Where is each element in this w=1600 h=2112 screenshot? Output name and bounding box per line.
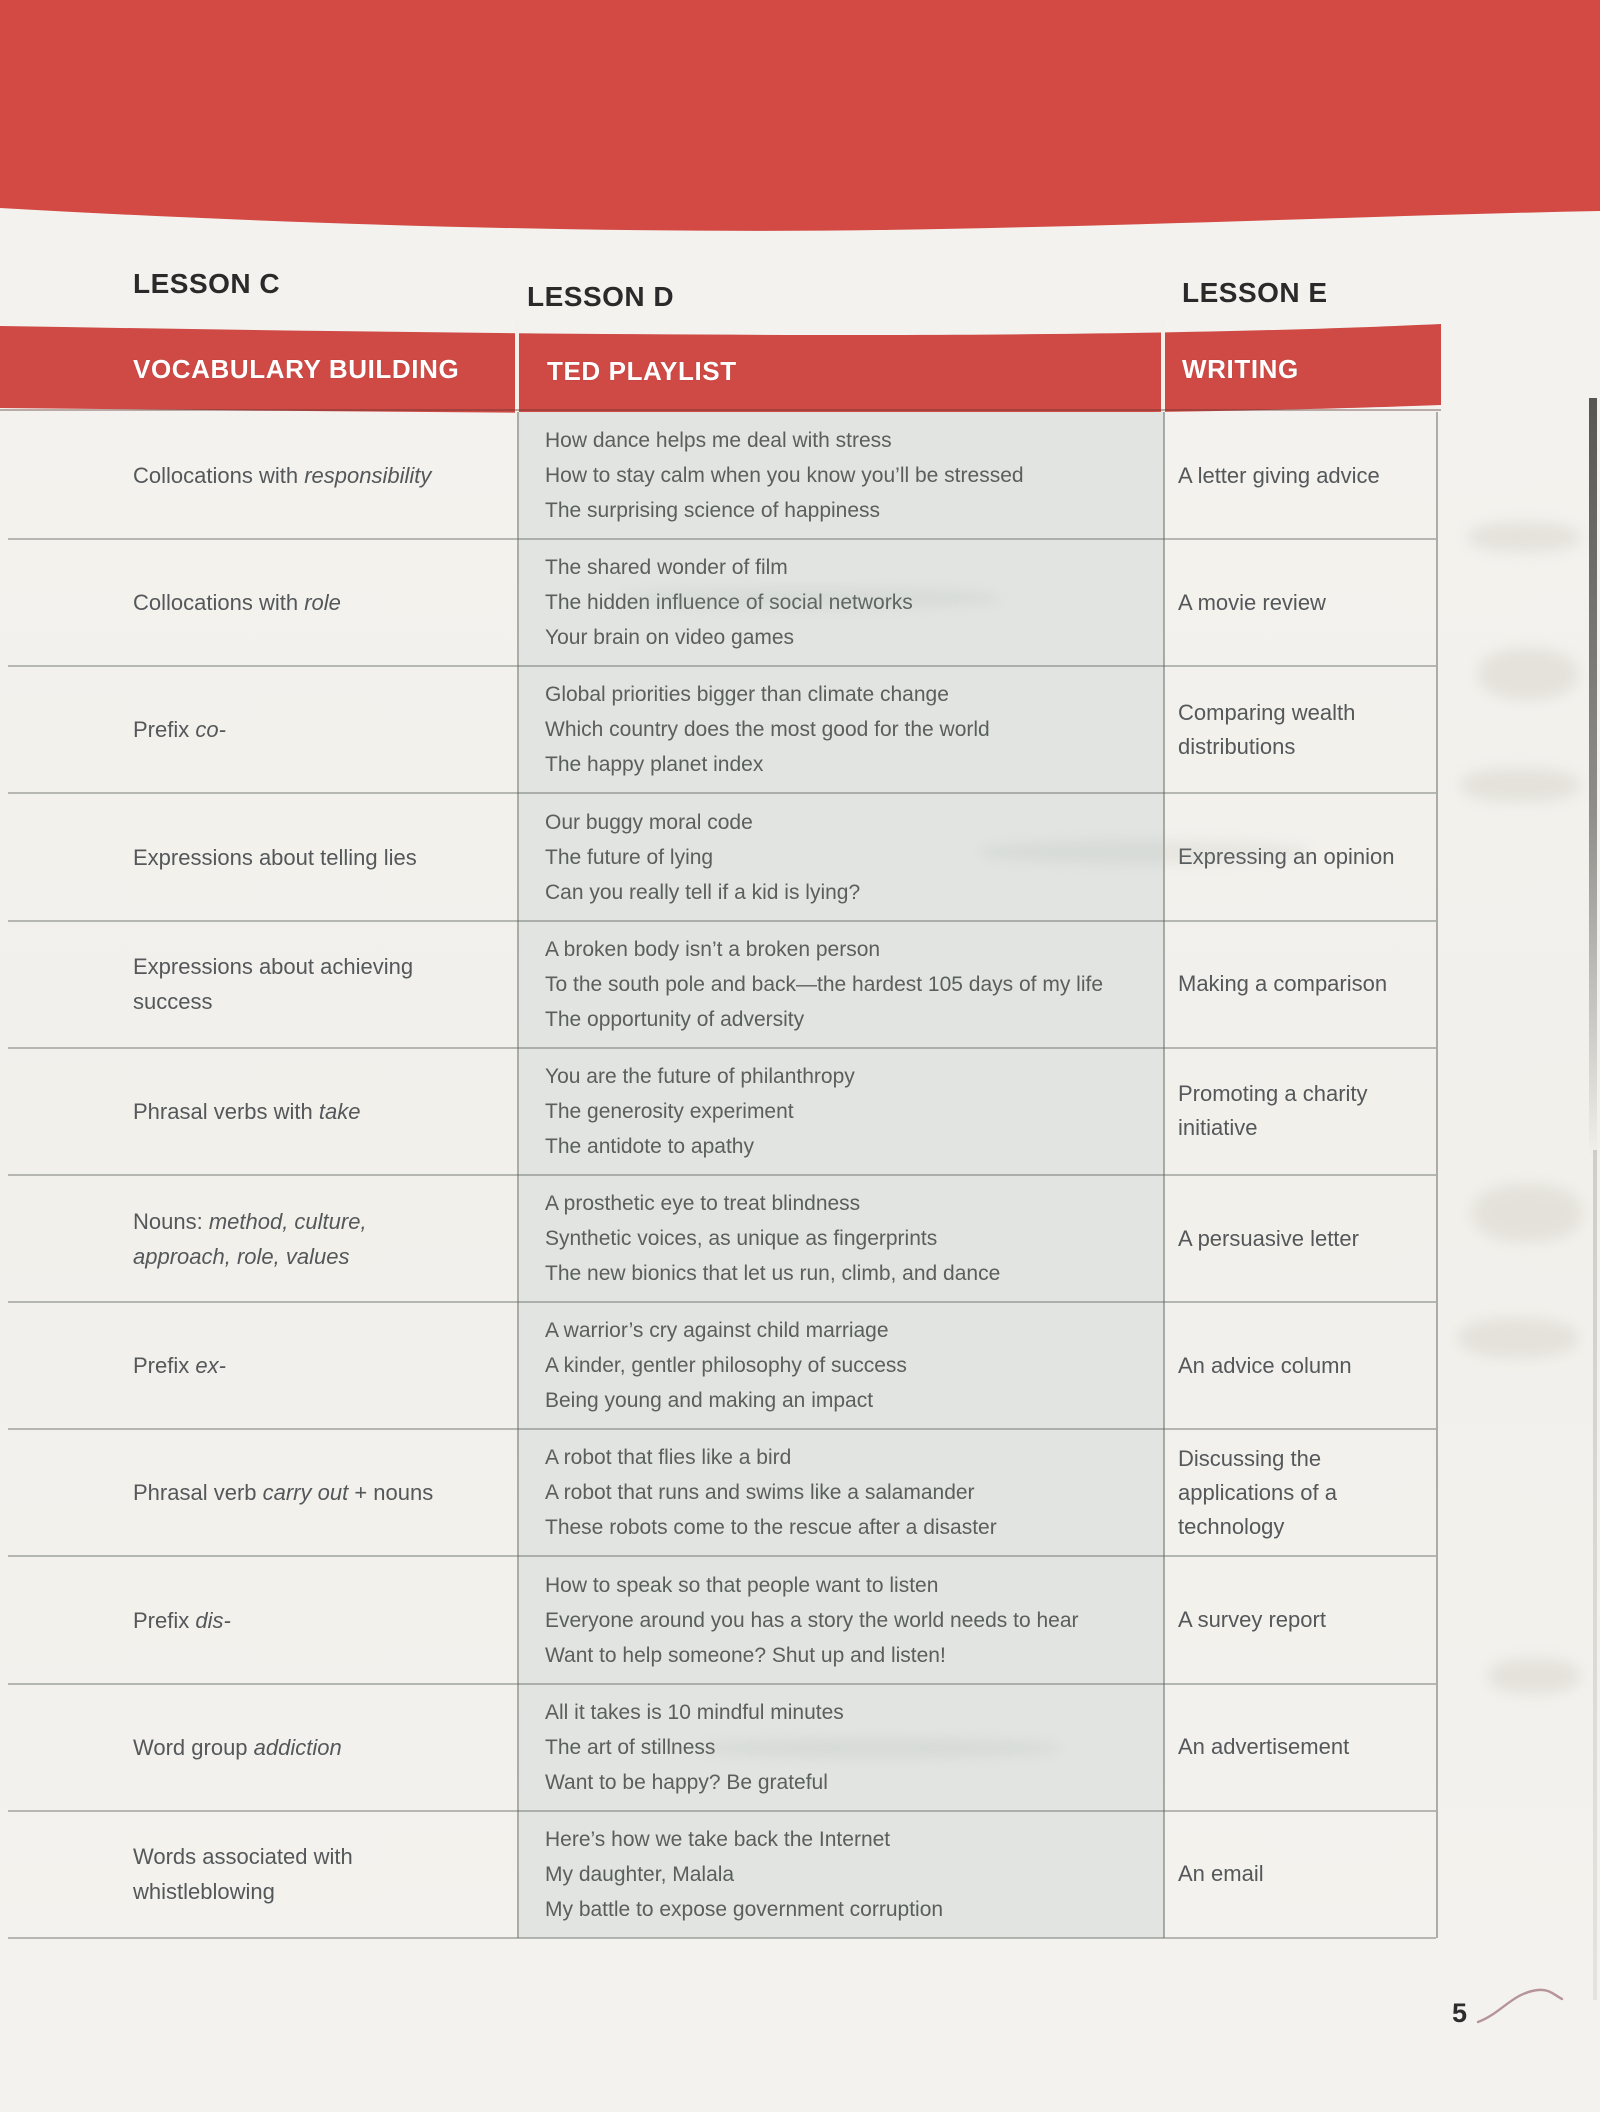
vocabulary-cell <box>133 794 519 921</box>
vocabulary-building-header: VOCABULARY BUILDING <box>133 353 460 384</box>
ted-talk-title: Everyone around you has a story the world needs to hear <box>545 1608 1079 1632</box>
table-row <box>0 921 1438 1048</box>
writing-text: Discussing the <box>1178 1445 1322 1471</box>
vocabulary-text: Collocations with <box>133 590 305 616</box>
ted-talk-title: Can you really tell if a kid is lying? <box>545 880 861 904</box>
table-row <box>0 666 1438 793</box>
ted-playlist-cell <box>545 666 1163 793</box>
ted-talk-title: To the south pole and back—the hardest 105 days of my life <box>545 972 1104 996</box>
writing-text: Comparing wealth <box>1178 699 1356 725</box>
lesson-d-label: LESSON D <box>527 281 675 312</box>
scan-smudge <box>1460 768 1580 802</box>
table-row <box>0 412 1438 539</box>
vocabulary-text: Expressions about achieving <box>133 954 414 980</box>
page-number: 5 <box>1452 1998 1468 2028</box>
writing-header: WRITING <box>1182 353 1299 384</box>
ted-talk-title: How to stay calm when you know you’ll be stressed <box>545 464 1024 488</box>
vocabulary-text: Prefix <box>133 717 196 743</box>
ted-talk-title: A prosthetic eye to treat blindness <box>545 1192 861 1216</box>
ted-talk-title: Here’s how we take back the Internet <box>545 1827 891 1851</box>
row-divider <box>8 1937 1436 1939</box>
writing-text: Making a comparison <box>1178 971 1388 997</box>
vocabulary-text: carry out <box>262 1480 349 1506</box>
scan-smudge <box>700 1738 1060 1758</box>
vocabulary-text: method, culture, <box>208 1208 367 1234</box>
ted-playlist-cell <box>545 1175 1163 1302</box>
ted-talk-title: How dance helps me deal with stress <box>545 429 892 453</box>
vocabulary-cell <box>133 921 519 1048</box>
writing-text: An email <box>1178 1861 1264 1887</box>
vocabulary-cell <box>133 666 519 793</box>
table-row <box>0 1175 1438 1302</box>
vocabulary-text: approach, role, values <box>133 1243 350 1269</box>
lesson-c-label: LESSON C <box>133 268 281 299</box>
vocabulary-text: addiction <box>253 1734 342 1760</box>
vocabulary-cell <box>133 1684 519 1811</box>
vocabulary-cell <box>133 1429 519 1556</box>
ted-talk-title: Being young and making an impact <box>545 1389 874 1413</box>
vocabulary-text: Prefix <box>133 1607 196 1633</box>
scan-smudge <box>1488 1658 1580 1694</box>
vocabulary-text: dis- <box>195 1607 231 1633</box>
vocabulary-text: Nouns: <box>133 1208 209 1234</box>
ted-talk-title: Our buggy moral code <box>545 810 753 834</box>
writing-text: Promoting a charity <box>1178 1081 1368 1107</box>
writing-cell <box>1178 539 1430 666</box>
writing-cell <box>1178 1811 1430 1938</box>
vocabulary-cell <box>133 1302 519 1429</box>
table-row <box>0 1429 1438 1556</box>
scan-smudge <box>1458 1318 1578 1358</box>
writing-cell <box>1178 412 1430 539</box>
page-edge-shadow <box>1589 398 1597 1158</box>
lesson-e-label: LESSON E <box>1182 277 1328 308</box>
vocabulary-cell <box>133 1811 519 1938</box>
scan-smudge <box>980 840 1310 864</box>
page-edge-shadow <box>1593 1150 1597 2000</box>
vocabulary-text: Phrasal verbs with <box>133 1098 319 1124</box>
ted-talk-title: The new bionics that let us run, climb, and dance <box>545 1262 1001 1286</box>
ted-playlist-cell <box>545 1048 1163 1175</box>
writing-text: distributions <box>1178 733 1296 759</box>
ted-playlist-cell <box>545 1302 1163 1429</box>
vocabulary-text: Expressions about telling lies <box>133 844 417 870</box>
ted-talk-title: Want to help someone? Shut up and listen! <box>545 1643 946 1667</box>
ted-talk-title: A kinder, gentler philosophy of success <box>545 1354 907 1378</box>
vocabulary-text: Phrasal verb <box>133 1480 263 1506</box>
ted-talk-title: The hidden influence of social networks <box>545 591 913 615</box>
ted-talk-title: A robot that runs and swims like a salamander <box>545 1481 975 1505</box>
writing-text: technology <box>1178 1513 1285 1539</box>
ted-talk-title: The future of lying <box>545 845 714 869</box>
ted-talk-title: Want to be happy? Be grateful <box>545 1770 828 1794</box>
writing-text: Expressing an opinion <box>1178 844 1395 870</box>
ted-talk-title: How to speak so that people want to listen <box>545 1573 939 1597</box>
swoosh-mark <box>1470 1975 1580 2035</box>
ted-talk-title: The art of stillness <box>545 1735 716 1759</box>
writing-text: initiative <box>1178 1115 1258 1141</box>
ted-playlist-cell <box>545 1557 1163 1684</box>
ted-talk-title: The happy planet index <box>545 753 764 777</box>
scan-smudge <box>620 588 1000 608</box>
writing-cell <box>1178 1557 1430 1684</box>
vocabulary-text: responsibility <box>304 463 432 489</box>
writing-text: A movie review <box>1178 589 1326 615</box>
writing-cell <box>1178 1175 1430 1302</box>
ted-talk-title: Global priorities bigger than climate change <box>545 683 949 707</box>
writing-text: An advice column <box>1178 1352 1352 1378</box>
ted-talk-title: My daughter, Malala <box>545 1862 735 1886</box>
vocabulary-cell <box>133 539 519 666</box>
vocabulary-text: whistleblowing <box>133 1879 275 1905</box>
writing-text: An advertisement <box>1178 1734 1350 1760</box>
ted-talk-title: A robot that flies like a bird <box>545 1446 792 1470</box>
ted-playlist-cell <box>545 1811 1163 1938</box>
writing-cell <box>1178 921 1430 1048</box>
ted-talk-title: Synthetic voices, as unique as fingerprints <box>545 1227 938 1251</box>
vocabulary-cell <box>133 1048 519 1175</box>
table-row <box>0 1302 1438 1429</box>
vocabulary-text: ex- <box>195 1353 226 1379</box>
ted-playlist-cell <box>545 1429 1163 1556</box>
ted-playlist-header: TED PLAYLIST <box>547 355 737 386</box>
writing-text: applications of a <box>1178 1479 1337 1505</box>
writing-text: A survey report <box>1178 1607 1326 1633</box>
table-row <box>0 1048 1438 1175</box>
vocabulary-text: + nouns <box>348 1480 434 1506</box>
vocabulary-text: Words associated with <box>133 1844 353 1870</box>
ted-talk-title: A warrior’s cry against child marriage <box>545 1319 889 1343</box>
ted-talk-title: Your brain on video games <box>545 626 795 650</box>
vocabulary-cell <box>133 412 519 539</box>
ted-talk-title: These robots come to the rescue after a disaster <box>545 1516 997 1540</box>
vocabulary-cell <box>133 1175 519 1302</box>
writing-cell <box>1178 666 1430 793</box>
ted-talk-title: The shared wonder of film <box>545 556 788 580</box>
writing-text: A persuasive letter <box>1178 1225 1359 1251</box>
writing-cell <box>1178 1048 1430 1175</box>
scan-smudge <box>1468 522 1580 552</box>
writing-cell <box>1178 1302 1430 1429</box>
ted-playlist-cell <box>545 921 1163 1048</box>
ted-talk-title: All it takes is 10 mindful minutes <box>545 1700 844 1724</box>
ted-talk-title: The surprising science of happiness <box>545 499 881 523</box>
ted-talk-title: My battle to expose government corruption <box>545 1897 944 1921</box>
table-row <box>0 1811 1438 1938</box>
ted-talk-title: The generosity experiment <box>545 1099 794 1123</box>
writing-cell <box>1178 1684 1430 1811</box>
table-row <box>0 1557 1438 1684</box>
vocabulary-text: take <box>318 1098 361 1124</box>
vocabulary-text: co- <box>195 717 226 743</box>
ted-talk-title: The opportunity of adversity <box>545 1007 805 1031</box>
ted-talk-title: The antidote to apathy <box>545 1134 754 1158</box>
vocabulary-cell <box>133 1557 519 1684</box>
writing-text: A letter giving advice <box>1178 462 1380 488</box>
ted-playlist-cell <box>545 412 1163 539</box>
vocabulary-text: success <box>133 989 213 1015</box>
vocabulary-text: Collocations with <box>133 463 305 489</box>
ted-talk-title: Which country does the most good for the world <box>545 718 990 742</box>
scan-smudge <box>1472 1184 1582 1242</box>
writing-cell <box>1178 1429 1430 1556</box>
ted-talk-title: A broken body isn’t a broken person <box>545 937 881 961</box>
ted-talk-title: You are the future of philanthropy <box>545 1064 855 1088</box>
scan-smudge <box>1478 648 1578 700</box>
vocabulary-text: Prefix <box>133 1353 196 1379</box>
vocabulary-text: Word group <box>133 1734 254 1760</box>
vocabulary-text: role <box>304 590 341 616</box>
